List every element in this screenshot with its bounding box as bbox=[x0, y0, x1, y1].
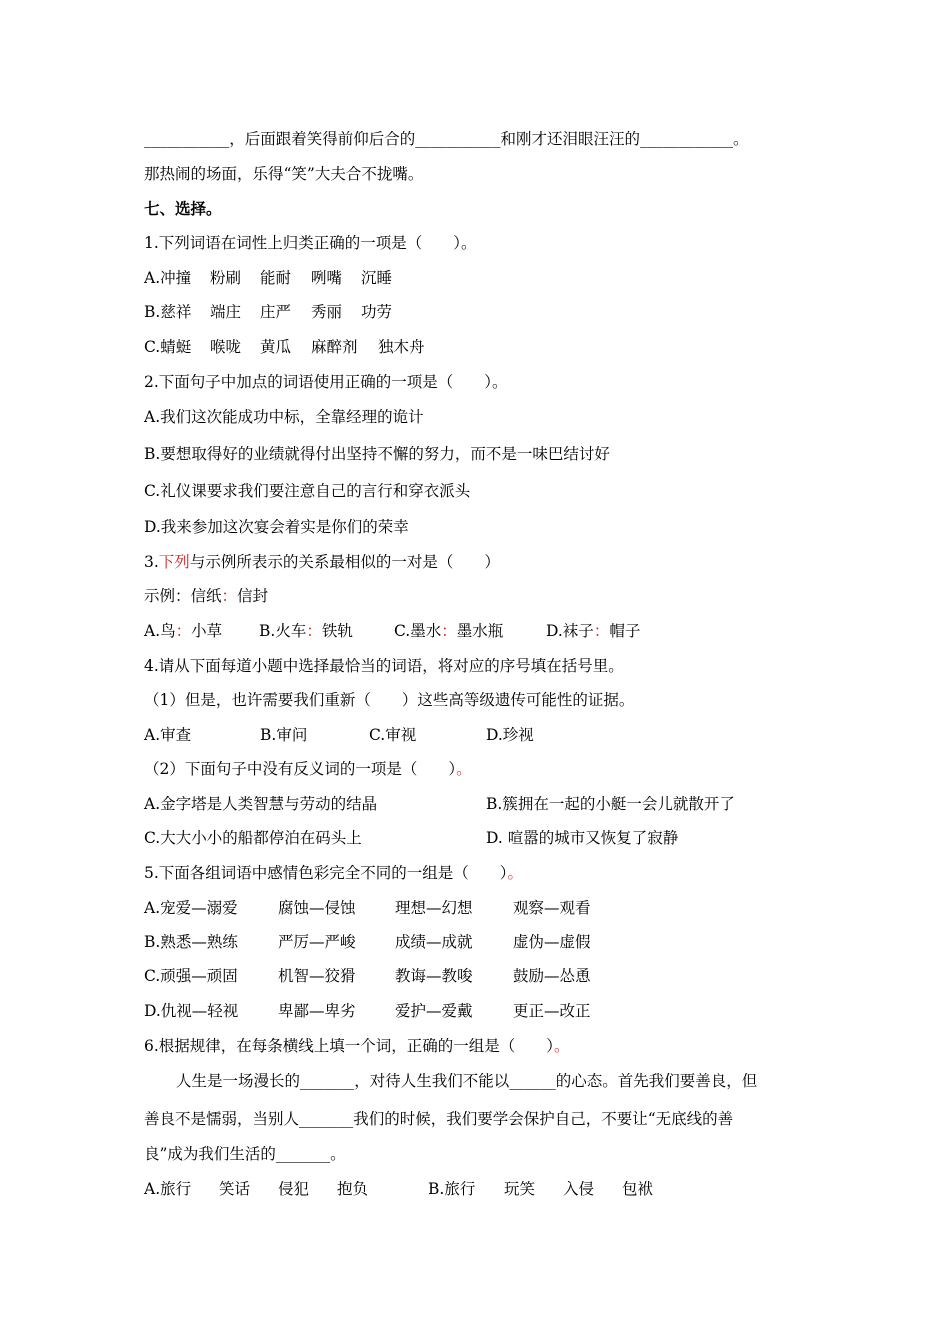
option-word: 麻醉剂 bbox=[311, 338, 358, 356]
option-word: B.旅行 bbox=[428, 1180, 476, 1198]
paragraph-text: ，后面跟着笑得前仰后合的 bbox=[229, 130, 416, 148]
option-word: 玩笑 bbox=[504, 1180, 536, 1198]
option-word: B.熟悉—熟练 bbox=[144, 933, 238, 951]
question-6-options bbox=[144, 1179, 653, 1199]
option-word: 机智—狡猾 bbox=[278, 967, 356, 985]
option-a-word: A.鸟 bbox=[144, 622, 176, 640]
stem-period: 。 bbox=[554, 1037, 570, 1055]
option-word: 虚伪—虚假 bbox=[513, 933, 591, 951]
blank-3: ____________ bbox=[640, 130, 734, 148]
question-6-passage-line-2: 善良不是懦弱，当别人_______我们的时候，我们要学会保护自己，不要让“无底线的善 bbox=[144, 1110, 734, 1128]
question-4-sub1-stem: （1）但是，也许需要我们重新（ ）这些高等级遗传可能性的证据。 bbox=[144, 691, 635, 709]
option-word: A.冲撞 bbox=[144, 269, 192, 287]
question-6-passage-line-3: 良”成为我们生活的_______。 bbox=[144, 1145, 346, 1163]
option-text: D. 喧嚣的城市又恢复了寂静 bbox=[486, 829, 679, 847]
option-c-word: C.墨水 bbox=[394, 622, 442, 640]
option-word: A.审查 bbox=[144, 726, 192, 744]
question-5-option-b bbox=[144, 932, 591, 952]
question-4-sub2-options-row-1 bbox=[144, 794, 735, 814]
option-text: A.金字塔是人类智慧与劳动的结晶 bbox=[144, 795, 378, 813]
option-word: 卑鄙—卑劣 bbox=[278, 1002, 356, 1020]
option-word: 功劳 bbox=[361, 303, 393, 321]
option-word: 严厉—严峻 bbox=[278, 933, 356, 951]
question-4-sub1-options bbox=[144, 725, 534, 745]
option-d-word: D.袜子 bbox=[546, 622, 594, 640]
fill-paragraph-line-1 bbox=[144, 129, 749, 149]
option-colon: ： bbox=[441, 622, 457, 640]
option-word: C.审视 bbox=[369, 726, 417, 744]
option-colon: ： bbox=[306, 622, 322, 640]
stem-highlight: 下列 bbox=[158, 553, 190, 571]
stem-text: 3. bbox=[144, 553, 159, 571]
option-word: 喉咙 bbox=[210, 338, 242, 356]
blank-1: ___________ bbox=[144, 130, 230, 148]
fill-paragraph-line-2: 那热闹的场面，乐得“笑”大夫合不拢嘴。 bbox=[144, 165, 424, 183]
stem-text: 5.下面各组词语中感情色彩完全不同的一组是（ ） bbox=[144, 864, 508, 882]
option-word: 能耐 bbox=[260, 269, 292, 287]
question-1-option-a bbox=[144, 268, 392, 288]
paragraph-text: 。 bbox=[733, 130, 749, 148]
option-word: 观察—观看 bbox=[513, 899, 591, 917]
option-word: B.慈祥 bbox=[144, 303, 192, 321]
option-word: 咧嘴 bbox=[311, 269, 343, 287]
paragraph-text: 和刚才还泪眼汪汪的 bbox=[500, 130, 641, 148]
option-word: 独木舟 bbox=[378, 338, 425, 356]
example-colon: ： bbox=[221, 587, 238, 605]
option-word: 包袱 bbox=[622, 1180, 654, 1198]
stem-period: 。 bbox=[456, 760, 472, 778]
option-word: A.旅行 bbox=[144, 1180, 192, 1198]
option-colon: ： bbox=[175, 622, 192, 640]
option-word: A.宠爱—溺爱 bbox=[144, 899, 238, 917]
option-word: 抱负 bbox=[337, 1180, 369, 1198]
question-2-option-b: B.要想取得好的业绩就得付出坚持不懈的努力，而不是一味巴结讨好 bbox=[144, 445, 610, 463]
option-word: 沉睡 bbox=[361, 269, 393, 287]
option-text: B.簇拥在一起的小艇一会儿就散开了 bbox=[486, 795, 735, 813]
option-b-word: B.火车 bbox=[259, 622, 307, 640]
option-colon: ： bbox=[593, 622, 610, 640]
blank-2: ___________ bbox=[415, 130, 501, 148]
stem-text: 与示例所表示的关系最相似的一对是（ ） bbox=[189, 553, 500, 571]
option-word: 秀丽 bbox=[311, 303, 343, 321]
option-word: 庄严 bbox=[260, 303, 292, 321]
option-word: D.仇视—轻视 bbox=[144, 1002, 239, 1020]
example-value: 信封 bbox=[237, 587, 269, 605]
option-b-word: 铁轨 bbox=[321, 622, 353, 640]
stem-text: 6.根据规律，在每条横线上填一个词，正确的一组是（ ） bbox=[144, 1037, 555, 1055]
option-word: 笑话 bbox=[219, 1180, 251, 1198]
question-2-option-d: D.我来参加这次宴会着实是你们的荣幸 bbox=[144, 518, 409, 536]
option-word: 成绩—成就 bbox=[395, 933, 473, 951]
option-word: D.珍视 bbox=[486, 726, 534, 744]
question-4-sub2-options-row-2 bbox=[144, 828, 678, 848]
question-1-option-c bbox=[144, 337, 425, 357]
question-4-sub2-stem bbox=[144, 759, 472, 779]
question-1-stem: 1.下列词语在词性上归类正确的一项是（ ）。 bbox=[144, 234, 477, 252]
question-3-example bbox=[144, 586, 268, 606]
option-word: B.审问 bbox=[260, 726, 308, 744]
option-word: 黄瓜 bbox=[260, 338, 292, 356]
question-3-stem bbox=[144, 552, 500, 572]
option-word: C.蜻蜓 bbox=[144, 338, 192, 356]
question-5-option-a bbox=[144, 898, 591, 918]
option-word: 粉刷 bbox=[210, 269, 242, 287]
question-4-stem: 4.请从下面每道小题中选择最恰当的词语，将对应的序号填在括号里。 bbox=[144, 657, 624, 675]
option-a-word: 小草 bbox=[191, 622, 223, 640]
question-3-options bbox=[144, 621, 640, 641]
section-title: 七、选择。 bbox=[144, 199, 222, 218]
example-label: 示例：信纸 bbox=[144, 587, 222, 605]
option-word: 教诲—教唆 bbox=[395, 967, 473, 985]
question-5-option-c bbox=[144, 966, 591, 986]
stem-text: （2）下面句子中没有反义词的一项是（ ） bbox=[144, 760, 457, 778]
question-1-option-b bbox=[144, 302, 392, 322]
question-2-option-a: A.我们这次能成功中标，全靠经理的诡计 bbox=[144, 408, 424, 426]
option-d-word: 帽子 bbox=[609, 622, 641, 640]
option-c-word: 墨水瓶 bbox=[456, 622, 504, 640]
question-5-stem bbox=[144, 863, 523, 883]
option-word: 侵犯 bbox=[278, 1180, 310, 1198]
option-word: 更正—改正 bbox=[513, 1002, 591, 1020]
question-2-stem: 2.下面句子中加点的词语使用正确的一项是（ ）。 bbox=[144, 373, 508, 391]
option-word: 爱护—爱戴 bbox=[395, 1002, 473, 1020]
question-2-option-c: C.礼仪课要求我们要注意自己的言行和穿衣派头 bbox=[144, 482, 471, 500]
option-word: 入侵 bbox=[563, 1180, 595, 1198]
question-5-option-d bbox=[144, 1001, 591, 1021]
option-word: 端庄 bbox=[210, 303, 242, 321]
option-word: 腐蚀—侵蚀 bbox=[278, 899, 356, 917]
stem-period: 。 bbox=[507, 864, 524, 882]
question-6-passage-line-1: 人生是一场漫长的_______，对待人生我们不能以______的心态。首先我们要善良，但 bbox=[176, 1072, 758, 1090]
option-word: 鼓励—怂恿 bbox=[513, 967, 591, 985]
option-text: C.大大小小的船都停泊在码头上 bbox=[144, 829, 362, 847]
option-word: 理想—幻想 bbox=[395, 899, 473, 917]
option-word: C.顽强—顽固 bbox=[144, 967, 238, 985]
question-6-stem bbox=[144, 1036, 570, 1056]
